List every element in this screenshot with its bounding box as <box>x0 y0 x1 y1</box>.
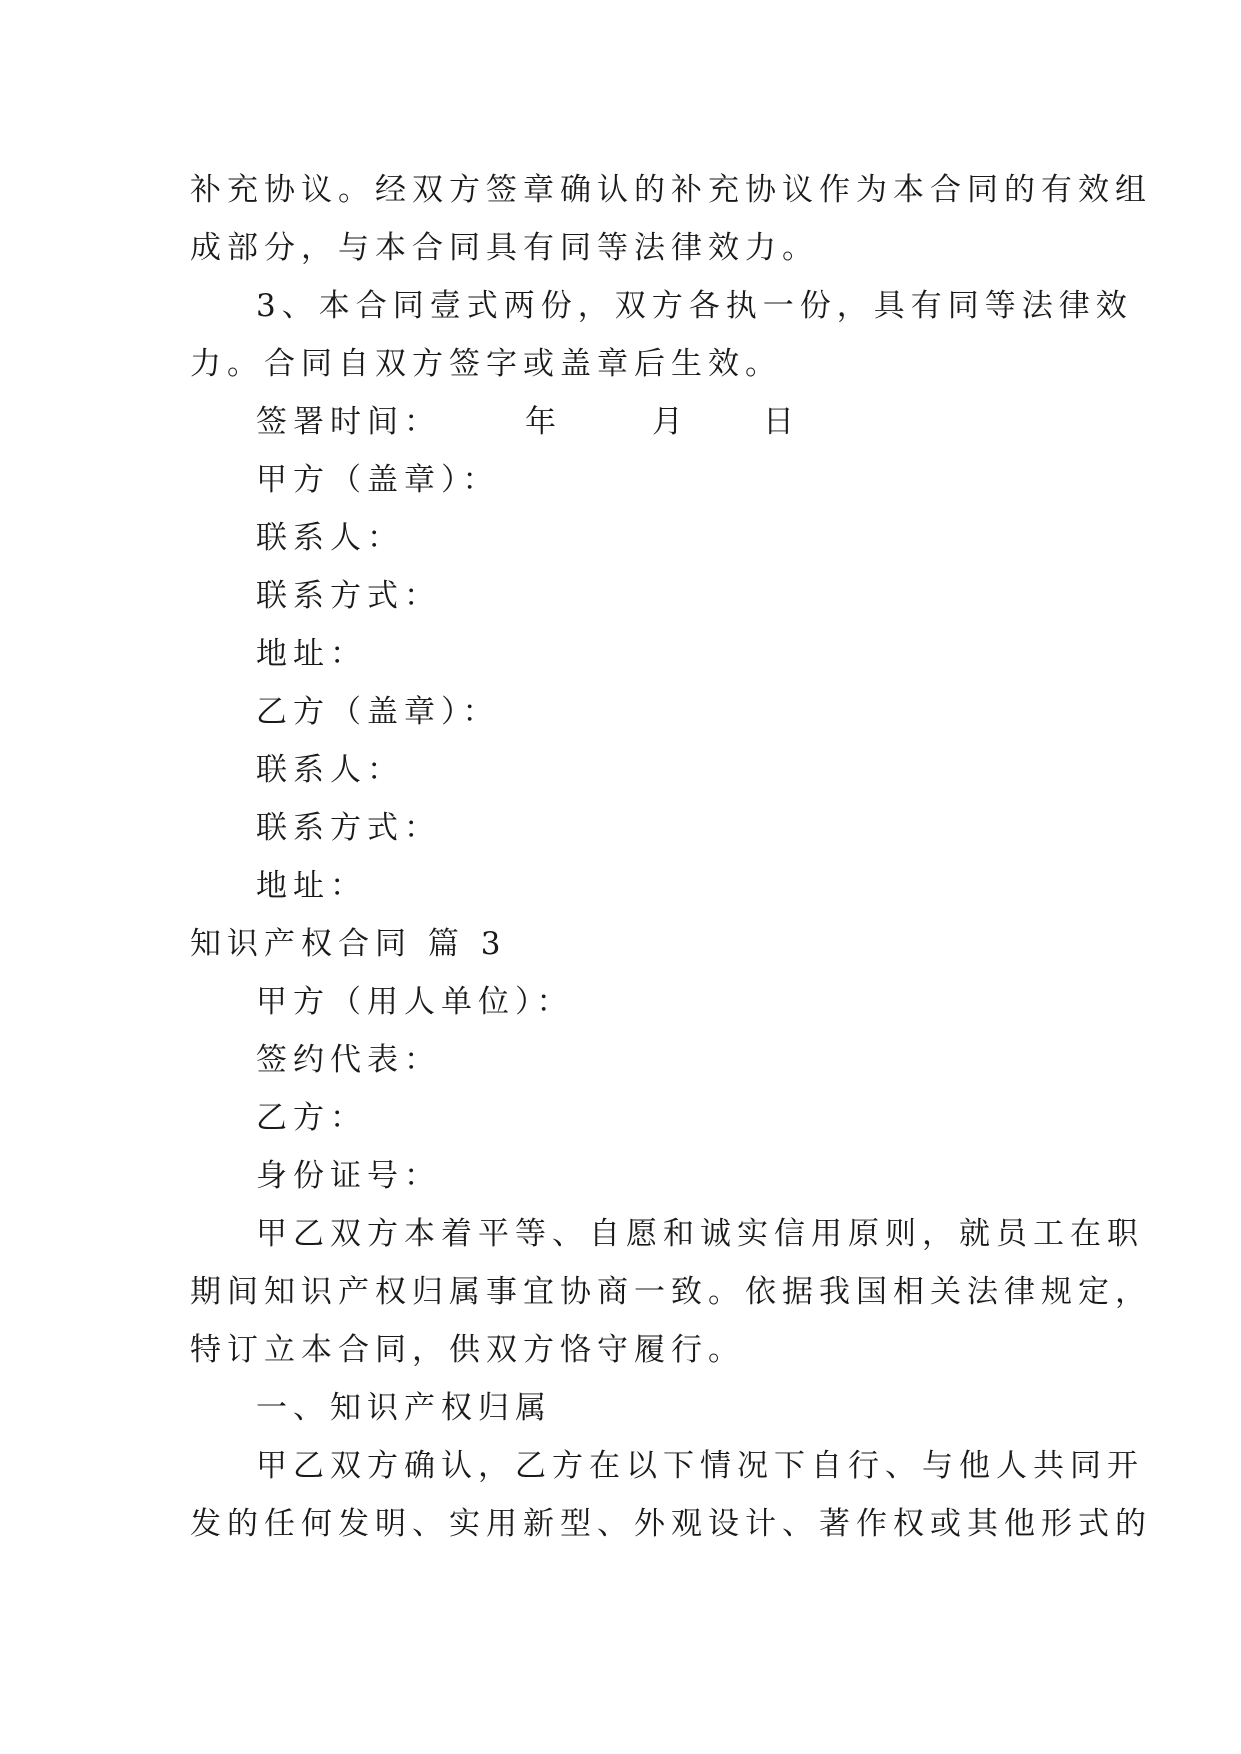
party-b-address-label: 地址： <box>256 868 367 904</box>
party-b-label: 乙方： <box>256 1100 367 1136</box>
paragraph-line: 甲乙双方确认，乙方在以下情况下自行、与他人共同开 <box>256 1448 1144 1484</box>
paragraph-line: 甲乙双方本着平等、自愿和诚实信用原则，就员工在职 <box>256 1216 1144 1252</box>
party-a-seal-label: 甲方（盖章）： <box>256 462 500 498</box>
paragraph-line: 补充协议。经双方签章确认的补充协议作为本合同的有效组 <box>190 172 1152 208</box>
sign-date-label: 签署时间： <box>256 404 441 440</box>
paragraph-line: 期间知识产权归属事宜协商一致。依据我国相关法律规定， <box>190 1274 1152 1310</box>
clause-heading: 一、知识产权归属 <box>256 1390 552 1426</box>
section-heading: 知识产权合同 篇 3 <box>190 926 507 962</box>
paragraph-line: 特订立本合同，供双方恪守履行。 <box>190 1332 745 1368</box>
party-b-seal-label: 乙方（盖章）： <box>256 694 500 730</box>
clause-3-line: 3、本合同壹式两份，双方各执一份，具有同等法律效 <box>256 288 1133 324</box>
paragraph-line: 发的任何发明、实用新型、外观设计、著作权或其他形式的 <box>190 1506 1152 1542</box>
party-a-phone-label: 联系方式： <box>256 578 441 614</box>
party-a-address-label: 地址： <box>256 636 367 672</box>
signing-representative-label: 签约代表： <box>256 1042 441 1078</box>
party-a-contact-label: 联系人： <box>256 520 404 556</box>
id-number-label: 身份证号： <box>256 1158 441 1194</box>
sign-date-year: 年 <box>525 404 562 440</box>
employer-label: 甲方（用人单位）： <box>256 984 574 1020</box>
party-b-contact-label: 联系人： <box>256 752 404 788</box>
sign-date-line <box>190 393 1060 451</box>
paragraph-line: 力。合同自双方签字或盖章后生效。 <box>190 346 782 382</box>
sign-date-day: 日 <box>763 404 800 440</box>
paragraph-line: 成部分，与本合同具有同等法律效力。 <box>190 230 819 266</box>
document-body <box>190 161 1152 1553</box>
party-b-phone-label: 联系方式： <box>256 810 441 846</box>
sign-date-month: 月 <box>652 404 689 440</box>
